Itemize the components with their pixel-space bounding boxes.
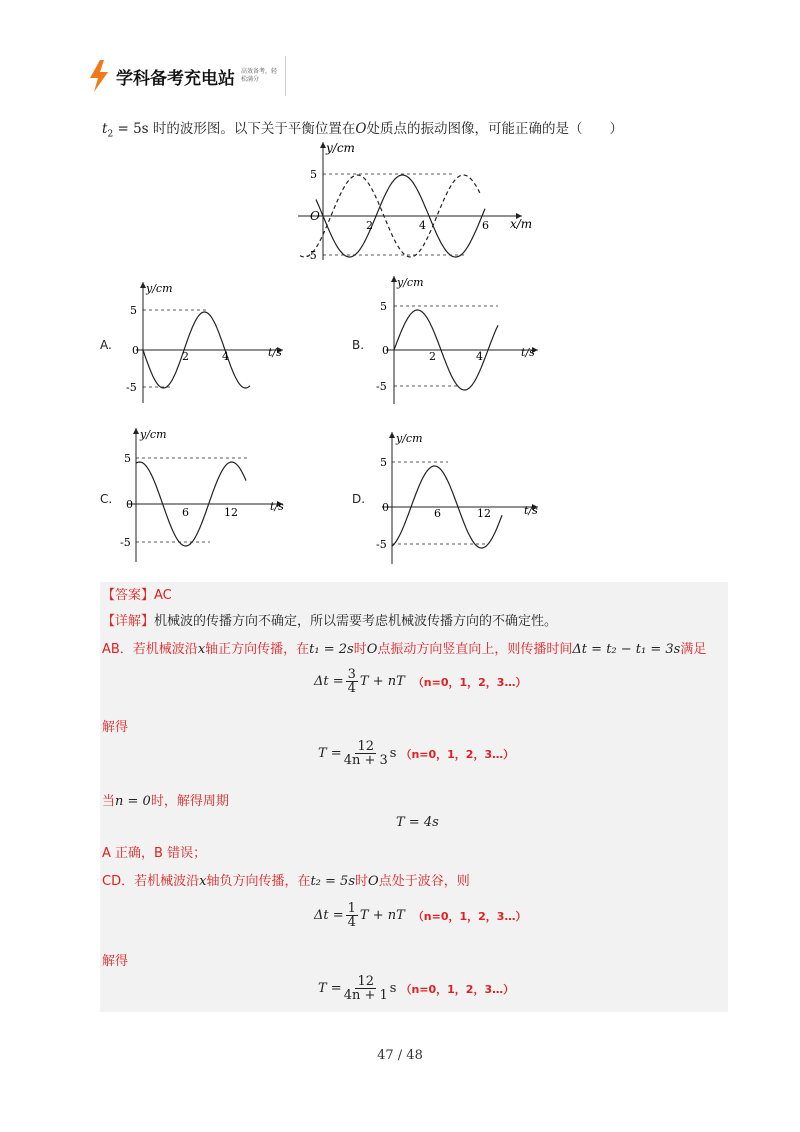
question-var-t: t [102, 121, 108, 137]
option-a-label: A. [100, 338, 112, 352]
logo-separator [285, 56, 286, 96]
ab-dt: Δt = t₂ − t₁ = 3s [572, 642, 681, 657]
logo-text: 学科备考充电站 [116, 68, 235, 89]
eq5-lhs: T = [318, 981, 342, 996]
when-text-2: 时，解得周期 [150, 794, 229, 809]
detail-tag: 【详解】 [102, 614, 155, 629]
cd-O: O [368, 874, 379, 889]
question-var-sub: 2 [107, 129, 114, 140]
cd-line [102, 870, 470, 889]
question-text [102, 117, 623, 140]
cd-text-4: 点处于波谷，则 [378, 874, 470, 889]
option-b-y-tick-5: 5 [380, 300, 387, 313]
option-c-y-label: y/cm [140, 428, 167, 441]
eq5-fraction [344, 975, 388, 1002]
option-c-x-label: t/s [270, 500, 284, 513]
eq2-den: 4n + 3 [343, 753, 388, 768]
ab-text-5: 满足 [680, 642, 707, 657]
main-origin: O [310, 209, 320, 223]
option-d-y-tick-5: 5 [380, 456, 387, 469]
option-b-x-tick-2: 2 [429, 350, 436, 363]
eq4-fraction [346, 902, 358, 929]
option-a-graph [118, 278, 298, 408]
main-wave-graph [290, 138, 550, 268]
eq1-num: 3 [347, 667, 356, 682]
ab-text-1: AB．若机械波沿 [102, 642, 198, 657]
option-d-x-tick-6: 6 [434, 507, 441, 520]
equation-2 [318, 740, 514, 767]
equation-1 [314, 668, 526, 695]
option-b-y-label: y/cm [397, 276, 424, 289]
eq2-fraction [344, 740, 388, 767]
option-a-y-tick-neg5: -5 [126, 381, 137, 394]
detail-text: 机械波的传播方向不确定，所以需要考虑机械波传播方向的不确定性。 [154, 614, 558, 629]
option-a-zero: 0 [132, 344, 139, 357]
ab-text-2: 轴正方向传播，在 [205, 642, 310, 657]
answer-line [102, 584, 172, 603]
option-c-zero: 0 [126, 498, 133, 511]
page-number: 47 / 48 [377, 1048, 423, 1063]
eq2-num: 12 [357, 739, 375, 754]
option-d-zero: 0 [382, 501, 389, 514]
ab-line [102, 638, 706, 657]
cd-text-1: CD．若机械波沿 [102, 874, 200, 889]
main-x-tick-2: 2 [366, 219, 373, 232]
lightning-icon [88, 60, 110, 92]
eq2-condition: （n=0，1，2，3…） [400, 747, 515, 761]
eq2-lhs: T = [318, 746, 342, 761]
eq1-rest: T + nT [359, 674, 405, 689]
option-b-graph [368, 272, 548, 408]
option-b-y-tick-neg5: -5 [376, 380, 387, 393]
eq4-den: 4 [347, 915, 356, 930]
question-eq: = 5s [113, 121, 149, 137]
main-y-tick-neg5: -5 [306, 249, 317, 262]
option-d-x-label: t/s [524, 504, 538, 517]
equation-5 [318, 975, 514, 1002]
eq1-fraction [346, 668, 358, 695]
main-x-tick-4: 4 [419, 219, 426, 232]
eq1-lhs: Δt = [314, 674, 344, 689]
option-b-x-tick-4: 4 [476, 350, 483, 363]
header-logo [88, 58, 286, 94]
option-c-label: C. [100, 492, 113, 506]
ab-O: O [366, 642, 378, 657]
option-c-graph [118, 424, 298, 564]
eq2-unit: s [389, 746, 397, 761]
cd-x: x [199, 874, 207, 889]
detail-line [102, 610, 557, 629]
eq1-condition: （n=0，1，2，3…） [412, 675, 527, 689]
question-O: O [355, 121, 367, 137]
ab-x: x [197, 642, 206, 657]
when-n: n = 0 [115, 794, 151, 809]
option-a-y-tick-5: 5 [130, 304, 137, 317]
cd-text-2: 轴负方向传播，在 [206, 874, 311, 889]
option-a-x-label: t/s [268, 346, 282, 359]
option-c-x-tick-12: 12 [224, 506, 238, 519]
when-line [102, 790, 229, 809]
question-text-1: 时的波形图。以下关于平衡位置在 [152, 121, 356, 137]
option-c-x-tick-6: 6 [182, 506, 189, 519]
eq5-num: 12 [357, 974, 375, 989]
answer-tag: 【答案】 [102, 588, 155, 603]
ab-text-3: 时 [353, 642, 367, 657]
option-d-graph [368, 428, 548, 568]
option-c-y-tick-neg5: -5 [120, 536, 131, 549]
main-x-tick-6: 6 [482, 219, 489, 232]
option-a-x-tick-4: 4 [222, 350, 229, 363]
main-x-label: x/m [510, 217, 533, 231]
option-b-label: B. [352, 338, 365, 352]
eq5-den: 4n + 1 [343, 988, 388, 1003]
option-d-label: D. [352, 492, 366, 506]
option-a-y-label: y/cm [146, 282, 173, 295]
judge-line: A 正确，B 错误； [102, 846, 207, 861]
eq4-lhs: Δt = [314, 908, 344, 923]
ab-t1: t₁ = 2s [309, 642, 354, 657]
main-y-tick-5: 5 [310, 168, 317, 181]
main-y-label: y/cm [326, 141, 355, 155]
option-c-y-tick-5: 5 [124, 452, 131, 465]
equation-3: T = 4s [396, 815, 439, 830]
answer-value: AC [154, 588, 172, 603]
eq5-condition: （n=0，1，2，3…） [400, 982, 515, 996]
ab-text-4: 点振动方向竖直向上，则传播时间 [377, 642, 573, 657]
cd-text-3: 时 [355, 874, 369, 889]
option-a-x-tick-2: 2 [182, 350, 189, 363]
logo-subtitle: 高效备考，轻松满分 [241, 68, 278, 83]
option-d-y-tick-neg5: -5 [376, 538, 387, 551]
equation-4 [314, 902, 526, 929]
option-d-x-tick-12: 12 [477, 507, 491, 520]
question-text-2: 处质点的振动图像，可能正确的是（ ） [366, 121, 623, 137]
eq4-condition: （n=0，1，2，3…） [412, 909, 527, 923]
cd-t2: t₂ = 5s [310, 874, 355, 889]
solve-2: 解得 [102, 954, 129, 969]
eq4-rest: T + nT [359, 908, 405, 923]
when-text-1: 当 [102, 794, 116, 809]
eq4-num: 1 [347, 901, 356, 916]
eq1-den: 4 [347, 681, 356, 696]
eq5-unit: s [389, 981, 397, 996]
option-d-y-label: y/cm [396, 432, 423, 445]
solve-1: 解得 [102, 720, 129, 735]
option-b-zero: 0 [382, 344, 389, 357]
option-b-x-label: t/s [521, 346, 535, 359]
